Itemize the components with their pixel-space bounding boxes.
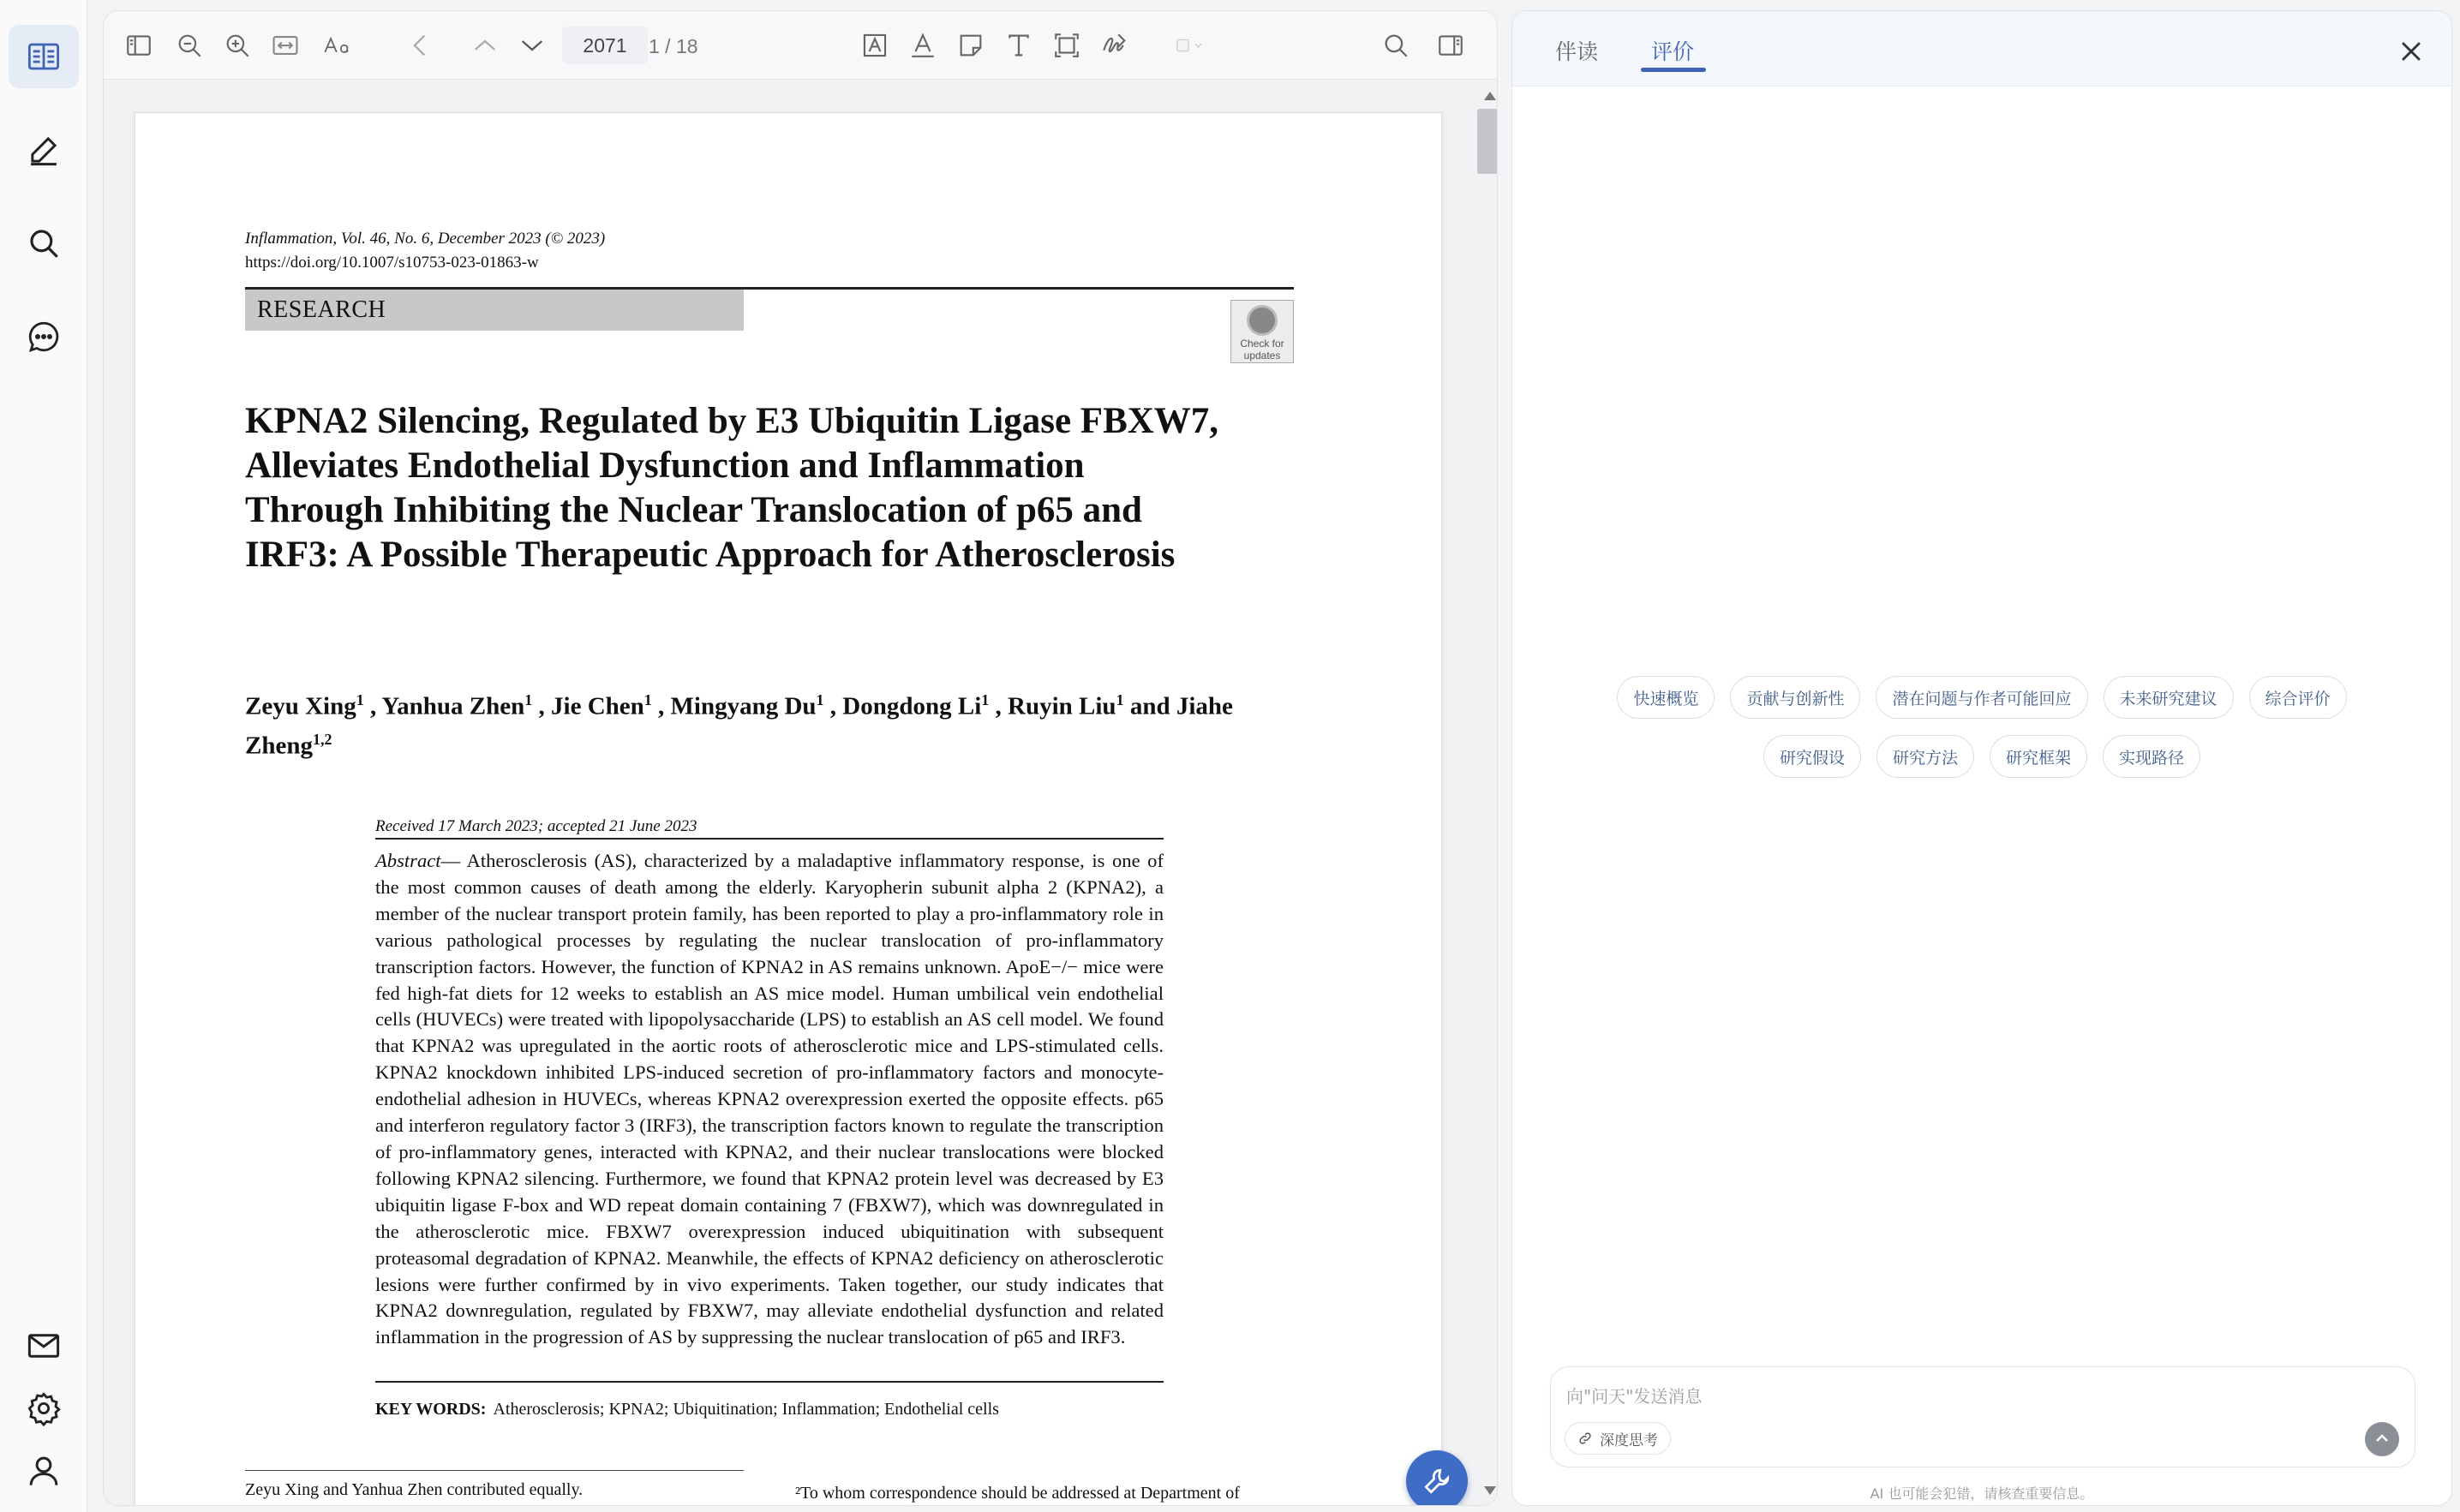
mail-icon: [26, 1328, 62, 1364]
message-composer: [1550, 1366, 2415, 1467]
chip-research-framework[interactable]: 研究框架: [1990, 735, 2087, 778]
page-number-input[interactable]: [562, 27, 648, 64]
pdf-viewer: [103, 10, 1498, 1506]
page-total: 1 / 18: [649, 35, 698, 57]
area-select-icon: [1052, 31, 1081, 60]
settings-button[interactable]: [9, 1377, 79, 1440]
document-area[interactable]: [104, 80, 1497, 1506]
fit-width-button[interactable]: [268, 28, 302, 63]
reader-icon: [26, 39, 62, 75]
chip-research-hypothesis[interactable]: 研究假设: [1763, 735, 1861, 778]
zoom-out-icon: [175, 31, 204, 60]
author-affiliation: 1: [524, 691, 533, 708]
doi-link[interactable]: https://doi.org/10.1007/s10753-023-01863-w: [245, 254, 539, 272]
check-for-updates-badge[interactable]: [1230, 300, 1294, 363]
assistant-panel: [1511, 10, 2452, 1506]
split-view-button[interactable]: [1434, 28, 1468, 63]
author-affiliation: 1: [1116, 691, 1124, 708]
mail-button[interactable]: [9, 1314, 79, 1378]
highlight-tool[interactable]: [906, 28, 940, 63]
chip-contribution-innovation[interactable]: 贡献与创新性: [1730, 676, 1860, 719]
check-updates-label: Check for updates: [1240, 338, 1284, 362]
scroll-down-arrow[interactable]: [1484, 1486, 1496, 1495]
search-button[interactable]: [9, 212, 79, 275]
gear-icon: [26, 1390, 62, 1426]
abstract-rule: [375, 1381, 1164, 1383]
prompt-chips-row-2: [1512, 735, 2451, 778]
pdf-page[interactable]: [135, 112, 1442, 1506]
text-box-tool[interactable]: [858, 28, 892, 63]
author-list: [245, 684, 1256, 762]
text-tool[interactable]: [1002, 28, 1036, 63]
chat-button[interactable]: [9, 305, 79, 368]
left-rail: [0, 0, 87, 1512]
message-input[interactable]: [1566, 1383, 2337, 1410]
color-dropdown[interactable]: [1164, 28, 1216, 63]
tab-companion-reading[interactable]: 伴读: [1555, 39, 1599, 64]
author-affiliation: 1: [981, 691, 990, 708]
user-icon: [26, 1453, 62, 1489]
author-separator: ,: [989, 692, 1009, 720]
viewer-toolbar: [104, 11, 1497, 80]
search-icon: [1381, 31, 1410, 60]
abstract: Abstract— Atherosclerosis (AS), characterized by a maladaptive inflammatory response, is one of the most common causes of death among the elderly. Karyopherin subunit alpha 2 (KPNA2), a member of the nuclear transport protein family, has been reported to play a pro-inflammatory role in various pathological processes by regulating the nuclear translocation of pro-inflammatory transcription factors. However, the function of KPNA2 in AS remains unknown. ApoE−/− mice were fed high-fat diets for 12 weeks to establish an AS mice model. Human umbilical vein endothelial cells (HUVECs) were treated with lipopolysaccharide (LPS) to establish an AS cell model. We found that KPNA2 was upregulated in the aortic roots of atherosclerotic mice and LPS-stimulated cells. KPNA2 knockdown inhibited LPS-induced secretion of pro-inflammatory factors and monocyte-endothelial adhesion in HUVECs, whereas KPNA2 overexpression exerted the opposite effects. p65 and interferon regulatory factor 3 (IRF3), the transcription factors known to regulate the transcription of pro-inflammatory genes, interacted with KPNA2, and their nuclear translocations were blocked following KPNA2 silencing. Furthermore, we found that KPNA2 protein level was decreased by E3 ubiquitin ligase F-box and WD repeat domain containing 7 (FBXW7), which was downregulated in the atherosclerotic mice. FBXW7 overexpression induced ubiquitination with subsequent proteasomal degradation of KPNA2. Meanwhile, the effects of KPNA2 deficiency on atherosclerotic lesions were further confirmed by in vivo experiments. Taken together, our study indicates that KPNA2 downregulation, regulated by FBXW7, may alleviate endothelial dysfunction and related inflammation in the progression of AS by suppressing the nuclear translocation of p65 and IRF3.: [375, 850, 1164, 1348]
next-page-icon: [518, 31, 547, 60]
signature-tool[interactable]: [1098, 28, 1132, 63]
scrollbar-thumb[interactable]: [1477, 109, 1498, 174]
update-badge-icon: [1247, 305, 1278, 336]
journal-reference: Inflammation, Vol. 46, No. 6, December 2023 (© 2023): [245, 230, 606, 248]
color-dropdown-icon: [1176, 31, 1205, 60]
vertical-scrollbar[interactable]: [1475, 80, 1492, 1506]
chip-potential-issues[interactable]: 潜在问题与作者可能回应: [1876, 676, 2087, 719]
keywords-text: Atherosclerosis; KPNA2; Ubiquitination; Inflammation; Endothelial cells: [493, 1400, 999, 1419]
section-label: RESEARCH: [245, 290, 744, 331]
deep-think-label: 深度思考: [1600, 1431, 1658, 1449]
text-size-button[interactable]: [316, 28, 359, 63]
sidebar-toggle-icon: [124, 31, 153, 60]
active-tab-indicator: [1641, 68, 1706, 72]
annotate-button[interactable]: [9, 118, 79, 182]
abstract-label: Abstract: [375, 850, 441, 871]
prev-page-button[interactable]: [468, 28, 502, 63]
back-icon: [406, 31, 435, 60]
reader-mode-button[interactable]: [9, 25, 79, 88]
send-button[interactable]: [2365, 1422, 2399, 1456]
author-name: Jiahe Zheng: [245, 692, 1233, 760]
back-button[interactable]: [404, 28, 438, 63]
author-name: Mingyang Du: [670, 692, 817, 720]
footnote-rule: [245, 1470, 744, 1471]
scroll-up-arrow[interactable]: [1484, 92, 1496, 100]
search-icon: [26, 225, 62, 261]
author-name: Yanhua Zhen: [381, 692, 525, 720]
area-select-tool[interactable]: [1050, 28, 1084, 63]
deep-think-toggle[interactable]: [1565, 1422, 1671, 1455]
author-name: Zeyu Xing: [245, 692, 356, 720]
chat-icon: [26, 319, 62, 355]
author-affiliation: 1,2: [312, 730, 332, 748]
zoom-out-button[interactable]: [172, 28, 206, 63]
tab-evaluation[interactable]: 评价: [1651, 39, 1695, 64]
keywords-label: KEY WORDS:: [375, 1400, 487, 1419]
toggle-sidebar-button[interactable]: [122, 28, 156, 63]
panel-header: [1512, 11, 2451, 87]
zoom-in-icon: [223, 31, 252, 60]
find-in-document-button[interactable]: [1379, 28, 1413, 63]
abstract-text: Atherosclerosis (AS), characterized by a maladaptive inflammatory response, is one of the most common causes of death among the elderly. Karyopherin subunit alpha 2 (KPNA2), a member of the nuclear transport protein family, has been reported to play a pro-inflammatory role in various pathological processes by regulating the nuclear translocation of pro-inflammatory transcription factors. However, the function of KPNA2 in AS remains unknown. ApoE−/− mice were fed high-fat diets for 12 weeks to establish an AS mice model. Human umbilical vein endothelial cells (HUVECs) were treated with lipopolysaccharide (LPS) to establish an AS cell model. We found that KPNA2 was upregulated in the aortic roots of atherosclerotic mice and LPS-stimulated cells. KPNA2 knockdown inhibited LPS-induced secretion of pro-inflammatory factors and monocyte-endothelial adhesion in HUVECs, whereas KPNA2 overexpression exerted the opposite effects. p65 and interferon regulatory factor 3 (IRF3), the transcription factors known to regulate the transcription of pro-inflammatory genes, interacted with KPNA2, and their nuclear translocations were blocked following KPNA2 silencing. Furthermore, we found that KPNA2 protein level was decreased by E3 ubiquitin ligase F-box and WD repeat domain containing 7 (FBXW7), which was downregulated in the atherosclerotic mice. FBXW7 overexpression induced ubiquitination with subsequent proteasomal degradation of KPNA2. Meanwhile, the effects of KPNA2 deficiency on atherosclerotic lesions were further confirmed by in vivo experiments. Taken together, our study indicates that KPNA2 downregulation, regulated by FBXW7, may alleviate endothelial dysfunction and related inflammation in the progression of AS by suppressing the nuclear translocation of p65 and IRF3.: [375, 850, 1164, 1348]
author-separator: and: [1123, 692, 1176, 720]
close-icon[interactable]: [2397, 37, 2426, 66]
author-separator: ,: [532, 692, 552, 720]
pen-icon: [26, 132, 62, 168]
chip-overall-evaluation[interactable]: 综合评价: [2249, 676, 2347, 719]
signature-icon: [1100, 31, 1129, 60]
chip-quick-overview[interactable]: 快速概览: [1617, 676, 1715, 719]
text-size-icon: [323, 31, 352, 60]
zoom-in-button[interactable]: [220, 28, 254, 63]
author-name: Ruyin Liu: [1008, 692, 1116, 720]
text-box-icon: [860, 31, 889, 60]
author-separator: ,: [363, 692, 382, 720]
keywords: [375, 1400, 1164, 1419]
prev-page-icon: [470, 31, 500, 60]
note-icon: [956, 31, 985, 60]
footnote-equal-contribution: Zeyu Xing and Yanhua Zhen contributed equally.: [245, 1480, 584, 1499]
highlight-text-icon: [908, 31, 937, 60]
prompt-chips-row-1: [1512, 676, 2451, 719]
author-separator: ,: [823, 692, 843, 720]
text-icon: [1004, 31, 1033, 60]
arrow-up-icon: [2372, 1429, 2392, 1449]
fit-width-icon: [271, 31, 300, 60]
footnote-correspondence: ²To whom correspondence should be addressed at Department of: [795, 1484, 1240, 1503]
author-affiliation: 1: [816, 691, 824, 708]
ai-disclaimer: AI 也可能会犯错，请核查重要信息。: [1870, 1485, 2094, 1502]
author-name: Dongdong Li: [842, 692, 982, 720]
chip-implementation-path[interactable]: 实现路径: [2103, 735, 2200, 778]
note-tool[interactable]: [954, 28, 988, 63]
split-view-icon: [1436, 31, 1465, 60]
tools-fab-button[interactable]: [1406, 1450, 1468, 1506]
next-page-button[interactable]: [515, 28, 549, 63]
chip-future-research[interactable]: 未来研究建议: [2104, 676, 2234, 719]
author-affiliation: 1: [356, 691, 364, 708]
author-separator: ,: [651, 692, 671, 720]
received-dates: Received 17 March 2023; accepted 21 June 2023: [375, 817, 1164, 840]
deep-think-icon: [1577, 1431, 1593, 1446]
chip-research-method[interactable]: 研究方法: [1876, 735, 1974, 778]
author-name: Jie Chen: [551, 692, 644, 720]
author-affiliation: 1: [643, 691, 652, 708]
wrench-icon: [1422, 1466, 1452, 1497]
profile-button[interactable]: [9, 1439, 79, 1503]
paper-title: KPNA2 Silencing, Regulated by E3 Ubiquitin Ligase FBXW7, Alleviates Endothelial Dysfunction and Inflammation Through Inhibiting the Nuclear Translocation of p65 and IRF3: A Possible Therapeutic Approach for Atherosclerosis: [245, 401, 1219, 575]
